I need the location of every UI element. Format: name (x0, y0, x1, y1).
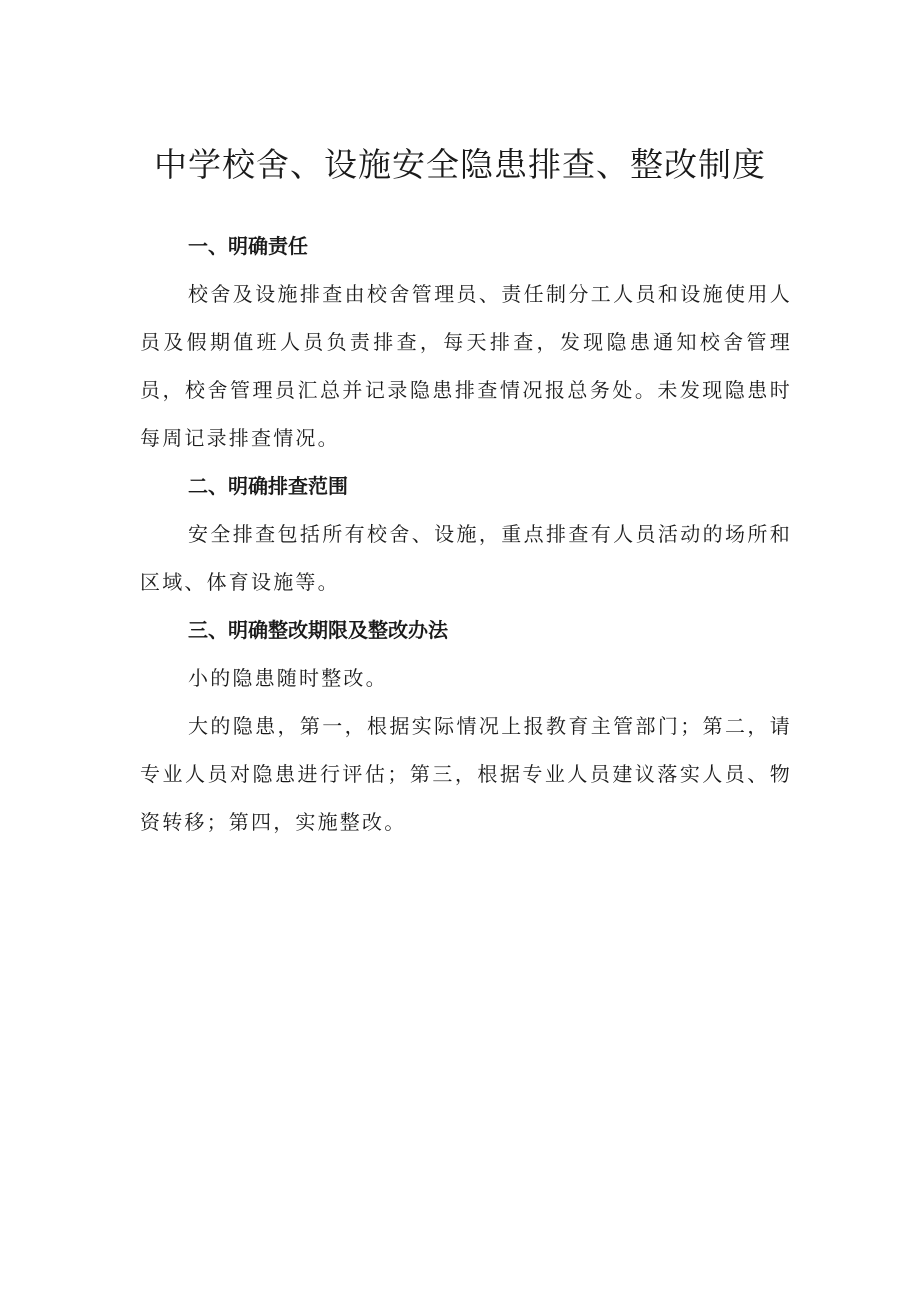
section-scope (140, 462, 792, 606)
section-heading: 三、明确整改期限及整改办法 (188, 618, 448, 642)
document-body (140, 222, 792, 846)
section-paragraph: 大的隐患，第一，根据实际情况上报教育主管部门；第二，请专业人员对隐患进行评估；第三，根据专业人员建议落实人员、物资转移；第四，实施整改。 (140, 714, 792, 834)
section-paragraph: 小的隐患随时整改。 (188, 666, 388, 690)
document-title: 中学校舍、设施安全隐患排查、整改制度 (154, 145, 766, 184)
section-rectification (140, 606, 792, 846)
section-paragraph: 校舍及设施排查由校舍管理员、责任制分工人员和设施使用人员及假期值班人员负责排查，每天排查，发现隐患通知校舍管理员，校舍管理员汇总并记录隐患排查情况报总务处。未发现隐患时每周记录排查情况。 (140, 282, 792, 450)
section-heading: 二、明确排查范围 (188, 474, 348, 498)
section-paragraph: 安全排查包括所有校舍、设施，重点排查有人员活动的场所和区域、体育设施等。 (140, 522, 792, 594)
section-responsibility (140, 222, 792, 462)
section-heading: 一、明确责任 (188, 234, 308, 258)
